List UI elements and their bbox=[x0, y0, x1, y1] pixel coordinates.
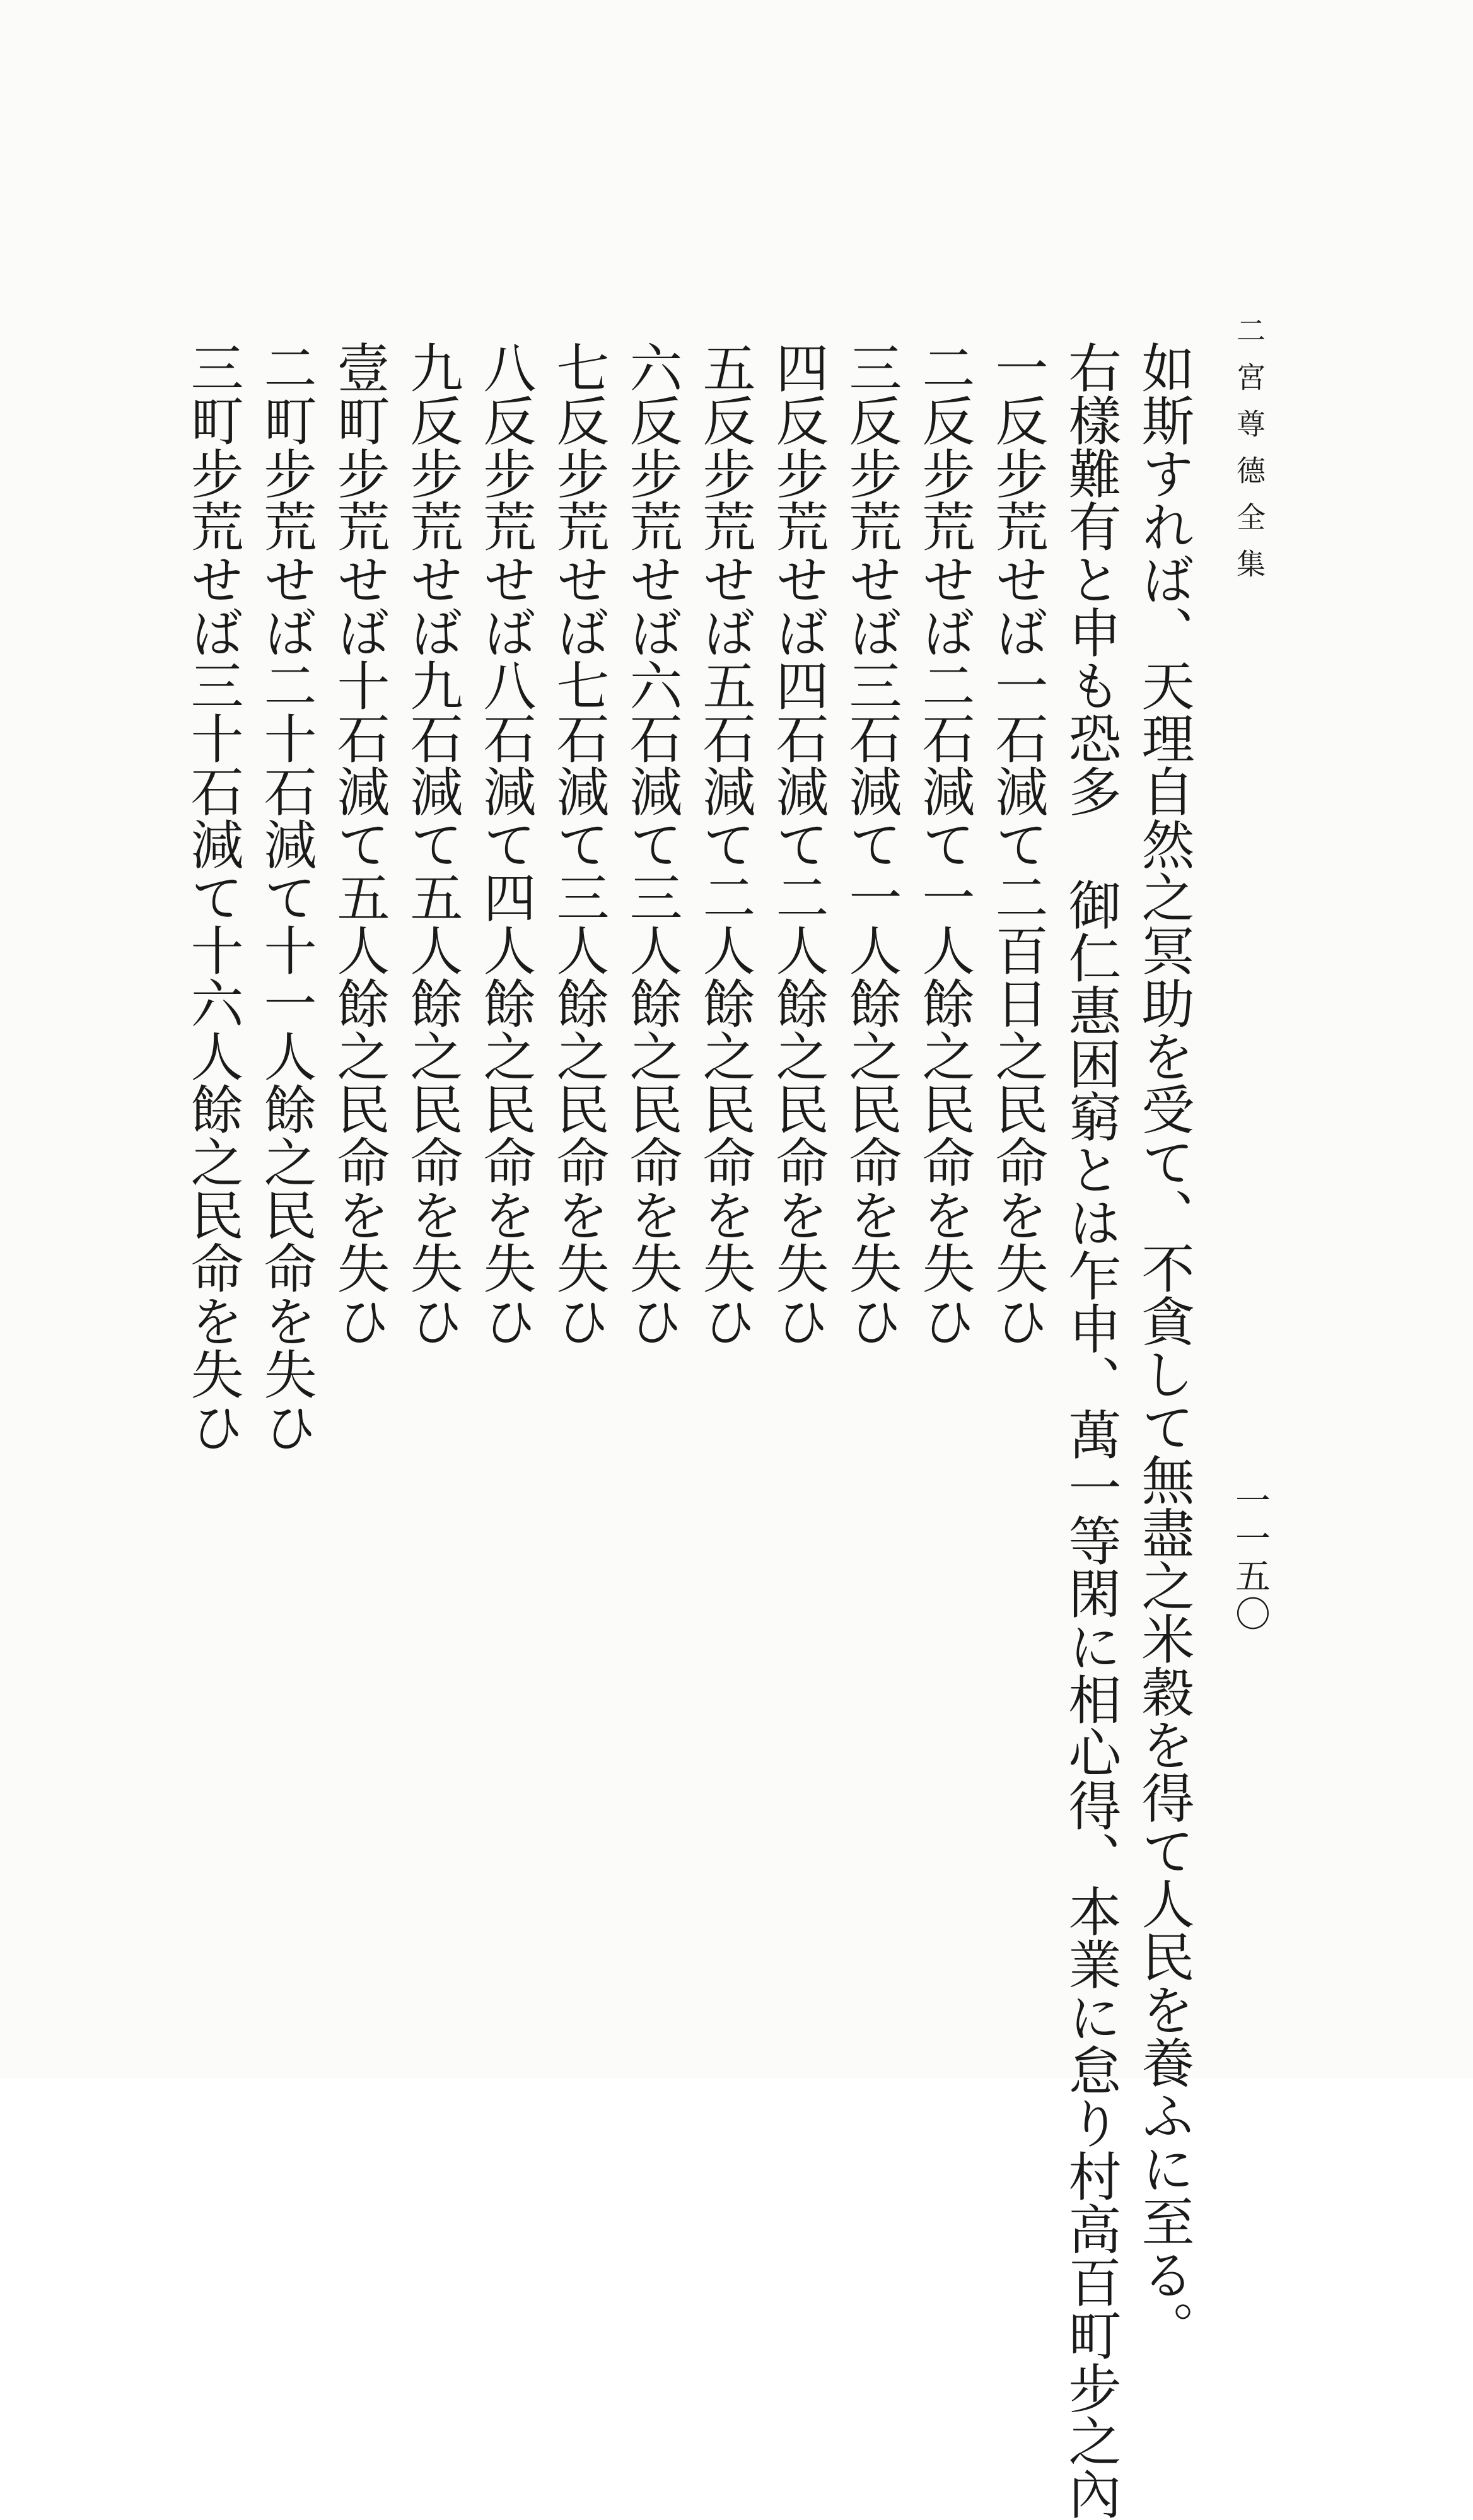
text-column: 如斯すれば、天理自然之冥助を受て、不貪して無盡之米穀を得て人民を養ふに至る。 bbox=[1133, 341, 1195, 2354]
text-column: 一反步荒せば一石減て二百日之民命を失ひ bbox=[987, 341, 1049, 1347]
text-column: 八反步荒せば八石減て四人餘之民命を失ひ bbox=[475, 341, 537, 1347]
text-column bbox=[1054, 341, 1127, 2520]
text-column: 三反步荒せば三石減て一人餘之民命を失ひ bbox=[841, 341, 902, 1347]
text-segment: 御仁惠困窮とは乍申、萬一等閑に相心得、本業に怠り村高百町步之內 bbox=[1060, 878, 1122, 2520]
body-text bbox=[177, 341, 1201, 2520]
text-segment: 右樣難有と申も恐多 bbox=[1060, 341, 1122, 817]
text-column: 九反步荒せば九石減て五人餘之民命を失ひ bbox=[402, 341, 463, 1347]
text-column: 二町步荒せば二十石減て十一人餘之民命を失ひ bbox=[255, 341, 317, 1453]
text-column: 四反步荒せば四石減て二人餘之民命を失ひ bbox=[767, 341, 829, 1347]
running-head: 二宮尊德全集 bbox=[1232, 315, 1266, 595]
text-column: 壹町步荒せば十石減て五人餘之民命を失ひ bbox=[329, 341, 390, 1347]
text-column: 五反步荒せば五石減て二人餘之民命を失ひ bbox=[694, 341, 756, 1347]
text-column: 七反步荒せば七石減て三人餘之民命を失ひ bbox=[548, 341, 610, 1347]
page-number: 一一五〇 bbox=[1230, 1482, 1271, 1633]
text-column: 二反步荒せば二石減て一人餘之民命を失ひ bbox=[914, 341, 975, 1347]
text-column: 三町步荒せば三十石減て十六人餘之民命を失ひ bbox=[182, 341, 244, 1453]
text-column: 六反步荒せば六石減て三人餘之民命を失ひ bbox=[621, 341, 683, 1347]
